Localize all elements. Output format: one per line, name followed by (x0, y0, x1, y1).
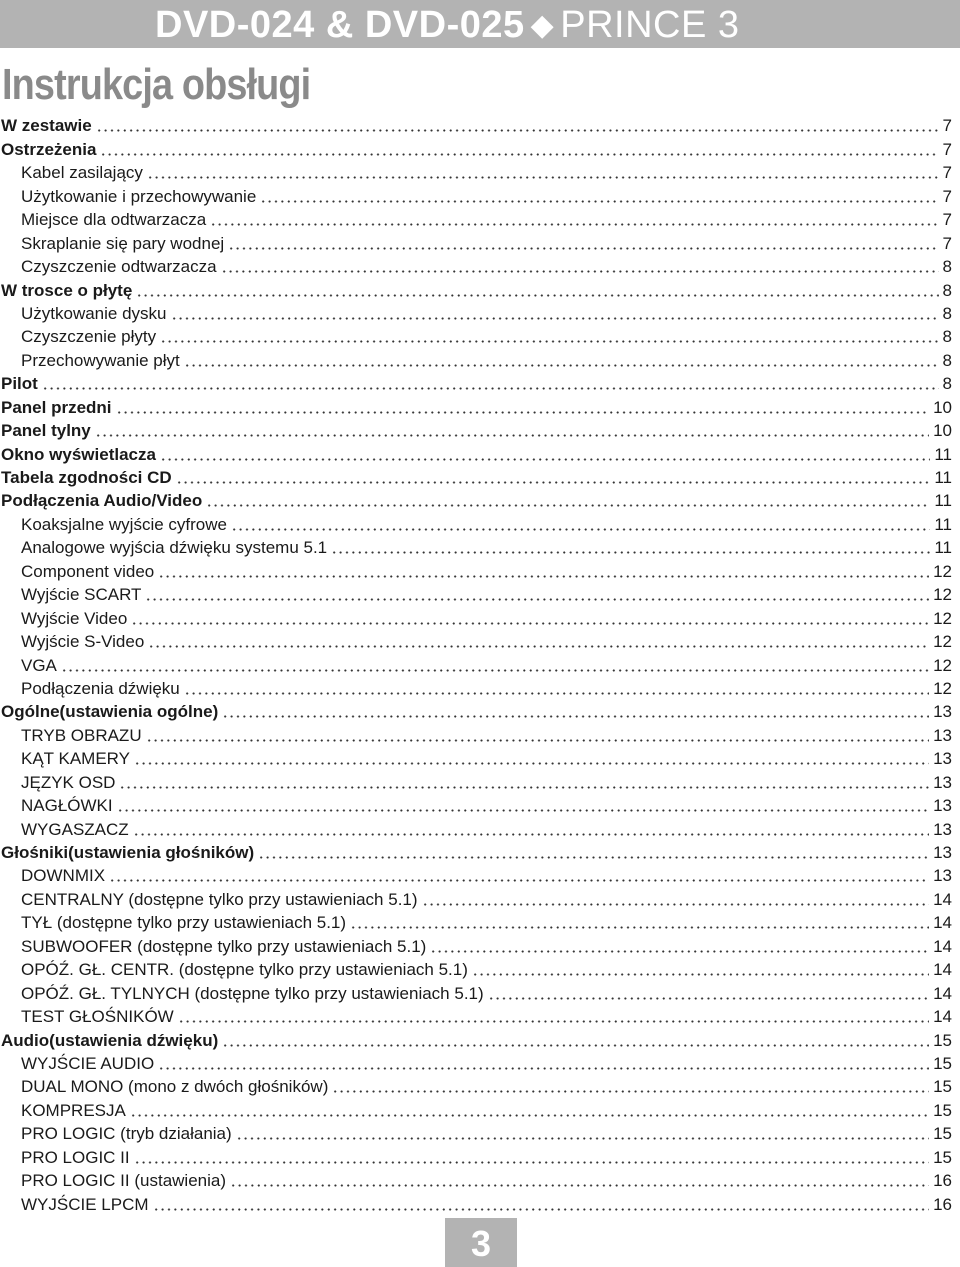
toc-entry-page: 14 (933, 889, 952, 909)
toc-entry-page: 15 (933, 1147, 952, 1167)
toc-entry-title: Koaksjalne wyjście cyfrowe (21, 514, 227, 534)
toc-entry (0, 1098, 952, 1121)
toc-entry (0, 1169, 952, 1192)
toc-entry-page: 14 (933, 983, 952, 1003)
toc-entry (0, 137, 952, 160)
toc-entry (0, 1192, 952, 1215)
toc-entry-title: Ogólne(ustawienia ogólne) (1, 702, 219, 722)
toc-dot-leader (42, 387, 939, 390)
toc-dot-leader (184, 364, 939, 367)
page-number: 3 (470, 1223, 492, 1264)
toc-entry-page: 11 (934, 491, 952, 511)
toc-entry-title: WYJŚCIE LPCM (21, 1194, 149, 1214)
toc-entry (0, 302, 952, 325)
header-model-text: DVD-024 & DVD-025 (155, 4, 525, 46)
table-of-contents (0, 114, 952, 1216)
toc-entry (0, 606, 952, 629)
toc-entry-page: 8 (942, 303, 952, 323)
toc-dot-leader (422, 903, 930, 906)
toc-entry (0, 700, 952, 723)
diamond-icon: ◆ (530, 9, 555, 42)
toc-entry-title: TRYB OBRAZU (21, 725, 142, 745)
toc-entry-page: 8 (942, 257, 952, 277)
toc-entry-page: 15 (933, 1100, 952, 1120)
toc-entry (0, 887, 952, 910)
toc-entry (0, 231, 952, 254)
toc-entry-title: NAGŁÓWKI (21, 796, 113, 816)
toc-entry (0, 934, 952, 957)
toc-entry-title: OPÓŹ. GŁ. TYLNYCH (dostępne tylko przy ustawieniach 5.1) (21, 983, 484, 1003)
toc-entry-title: DOWNMIX (21, 866, 106, 886)
toc-entry-page: 13 (933, 725, 952, 745)
toc-entry (0, 1122, 952, 1145)
toc-dot-leader (221, 270, 939, 273)
toc-entry (0, 1075, 952, 1098)
toc-entry-title: TYŁ (dostępne tylko przy ustawieniach 5.1) (21, 913, 347, 933)
toc-dot-leader (109, 879, 929, 882)
toc-entry-page: 15 (933, 1030, 952, 1050)
toc-dot-leader (131, 622, 929, 625)
toc-entry-title: Podłączenia dźwięku (21, 678, 180, 698)
toc-dot-leader (160, 340, 938, 343)
toc-entry (0, 747, 952, 770)
toc-entry-title: Podłączenia Audio/Video (1, 491, 203, 511)
toc-entry-title: Component video (21, 561, 155, 581)
toc-entry-page: 12 (933, 678, 952, 698)
toc-entry-title: Pilot (1, 374, 38, 394)
toc-entry-title: Audio(ustawienia dźwięku) (1, 1030, 219, 1050)
toc-entry (0, 278, 952, 301)
toc-entry-page: 12 (933, 655, 952, 675)
toc-entry-page: 8 (942, 327, 952, 347)
toc-entry (0, 559, 952, 582)
toc-entry-title: Wyjście S-Video (21, 632, 145, 652)
toc-dot-leader (61, 669, 929, 672)
footer-bar (445, 1218, 517, 1267)
toc-dot-leader (130, 1114, 929, 1117)
toc-entry-title: Wyjście Video (21, 608, 128, 628)
toc-dot-leader (96, 129, 939, 132)
toc-dot-leader (116, 411, 930, 414)
toc-dot-leader (488, 997, 929, 1000)
toc-dot-leader (231, 528, 930, 531)
toc-dot-leader (147, 176, 939, 179)
toc-entry-title: Wyjście SCART (21, 585, 142, 605)
toc-dot-leader (236, 1137, 929, 1140)
toc-entry-page: 16 (933, 1194, 952, 1214)
toc-dot-leader (258, 856, 929, 859)
toc-dot-leader (331, 551, 930, 554)
document-title: Instrukcja obsługi (2, 60, 311, 109)
toc-entry-page: 15 (933, 1077, 952, 1097)
toc-entry-title: SUBWOOFER (dostępne tylko przy ustawieniach 5.1) (21, 936, 427, 956)
toc-dot-leader (222, 1044, 929, 1047)
toc-dot-leader (153, 1208, 930, 1211)
toc-entry (0, 255, 952, 278)
toc-dot-leader (100, 153, 938, 156)
toc-entry (0, 630, 952, 653)
toc-entry-page: 12 (933, 561, 952, 581)
toc-entry (0, 981, 952, 1004)
toc-entry (0, 114, 952, 137)
toc-entry-page: 13 (933, 702, 952, 722)
toc-entry-title: Analogowe wyjścia dźwięku systemu 5.1 (21, 538, 328, 558)
toc-entry-title: WYGASZACZ (21, 819, 129, 839)
toc-entry (0, 419, 952, 442)
toc-entry-title: KOMPRESJA (21, 1100, 126, 1120)
toc-entry-page: 7 (942, 210, 952, 230)
toc-entry-title: TEST GŁOŚNIKÓW (21, 1007, 174, 1027)
toc-dot-leader (472, 973, 929, 976)
toc-entry-title: WYJŚCIE AUDIO (21, 1053, 155, 1073)
toc-dot-leader (158, 1067, 929, 1070)
toc-entry-title: Użytkowanie i przechowywanie (21, 186, 257, 206)
toc-entry (0, 1052, 952, 1075)
toc-entry-title: JĘZYK OSD (21, 772, 116, 792)
toc-entry (0, 841, 952, 864)
toc-dot-leader (332, 1090, 929, 1093)
toc-entry-page: 7 (942, 233, 952, 253)
toc-entry-title: Głośniki(ustawienia głośników) (1, 843, 255, 862)
toc-dot-leader (134, 762, 929, 765)
toc-entry-page: 7 (942, 186, 952, 206)
toc-entry (0, 184, 952, 207)
toc-entry-title: Kabel zasilający (21, 163, 143, 183)
toc-entry (0, 395, 952, 418)
toc-entry-title: Panel tylny (1, 421, 91, 441)
toc-dot-leader (184, 692, 929, 695)
toc-entry-title: W trosce o płytę (1, 280, 133, 300)
toc-dot-leader (133, 833, 929, 836)
toc-dot-leader (158, 575, 929, 578)
toc-entry (0, 653, 952, 676)
toc-dot-leader (222, 715, 929, 718)
toc-entry (0, 794, 952, 817)
toc-entry-page: 13 (933, 772, 952, 792)
toc-dot-leader (117, 809, 929, 812)
toc-entry-page: 12 (933, 585, 952, 605)
toc-dot-leader (119, 786, 929, 789)
toc-entry-page: 8 (942, 350, 952, 370)
toc-dot-leader (95, 434, 929, 437)
toc-dot-leader (350, 926, 929, 929)
toc-dot-leader (228, 247, 938, 250)
toc-entry (0, 864, 952, 887)
toc-entry-page: 12 (933, 608, 952, 628)
toc-dot-leader (430, 950, 929, 953)
toc-dot-leader (160, 458, 930, 461)
toc-entry (0, 466, 952, 489)
toc-entry-page: 10 (933, 421, 952, 441)
toc-entry-page: 13 (933, 819, 952, 839)
toc-entry (0, 325, 952, 348)
toc-entry-page: 13 (933, 843, 952, 862)
toc-entry-title: PRO LOGIC II (ustawienia) (21, 1171, 227, 1191)
toc-entry (0, 958, 952, 981)
toc-entry-page: 7 (942, 163, 952, 183)
toc-entry (0, 1145, 952, 1168)
toc-dot-leader (171, 317, 939, 320)
toc-entry-title: Okno wyświetlacza (1, 444, 156, 464)
toc-entry (0, 372, 952, 395)
toc-entry-page: 14 (933, 913, 952, 933)
toc-entry-title: PRO LOGIC II (21, 1147, 130, 1167)
header-product-text: PRINCE 3 (560, 4, 740, 46)
toc-entry-title: PRO LOGIC (tryb działania) (21, 1124, 232, 1144)
toc-entry (0, 489, 952, 512)
toc-entry-page: 14 (933, 1007, 952, 1027)
toc-entry-title: Użytkowanie dysku (21, 303, 167, 323)
toc-entry (0, 208, 952, 231)
toc-entry (0, 348, 952, 371)
toc-dot-leader (178, 1020, 929, 1023)
toc-entry-page: 7 (942, 116, 952, 136)
toc-entry (0, 583, 952, 606)
toc-entry-page: 13 (933, 796, 952, 816)
toc-entry-title: Ostrzeżenia (1, 139, 97, 159)
toc-dot-leader (136, 294, 938, 297)
toc-entry-title: KĄT KAMERY (21, 749, 130, 769)
toc-entry-page: 15 (933, 1124, 952, 1144)
toc-entry (0, 677, 952, 700)
toc-entry-title: CENTRALNY (dostępne tylko przy ustawieniach 5.1) (21, 889, 418, 909)
toc-entry-page: 11 (934, 514, 952, 534)
toc-entry-title: W zestawie (1, 116, 92, 136)
toc-entry-page: 7 (942, 139, 952, 159)
toc-entry (0, 817, 952, 840)
toc-dot-leader (176, 481, 931, 484)
toc-entry-page: 12 (933, 632, 952, 652)
toc-dot-leader (145, 598, 929, 601)
toc-entry-page: 16 (933, 1171, 952, 1191)
header-title (155, 3, 740, 47)
toc-entry-page: 13 (933, 749, 952, 769)
toc-entry-page: 15 (933, 1053, 952, 1073)
toc-entry (0, 161, 952, 184)
toc-entry (0, 536, 952, 559)
toc-entry (0, 442, 952, 465)
toc-dot-leader (134, 1161, 929, 1164)
toc-dot-leader (210, 223, 938, 226)
toc-entry-page: 8 (942, 280, 952, 300)
toc-entry-page: 11 (934, 538, 952, 558)
toc-dot-leader (230, 1184, 929, 1187)
toc-entry-title: Tabela zgodności CD (1, 468, 172, 487)
toc-dot-leader (146, 739, 929, 742)
toc-dot-leader (148, 645, 929, 648)
toc-entry (0, 723, 952, 746)
toc-dot-leader (206, 504, 930, 507)
toc-entry-title: Czyszczenie płyty (21, 327, 157, 347)
toc-entry-title: VGA (21, 655, 57, 675)
toc-entry-title: Przechowywanie płyt (21, 350, 180, 370)
toc-entry-page: 14 (933, 936, 952, 956)
toc-entry (0, 1028, 952, 1051)
toc-entry-page: 10 (933, 397, 952, 417)
toc-entry-title: Miejsce dla odtwarzacza (21, 210, 207, 230)
toc-entry (0, 1005, 952, 1028)
toc-entry (0, 911, 952, 934)
toc-entry-title: Skraplanie się pary wodnej (21, 233, 225, 253)
toc-entry-page: 11 (934, 468, 952, 487)
toc-entry-title: OPÓŹ. GŁ. CENTR. (dostępne tylko przy ustawieniach 5.1) (21, 960, 468, 980)
toc-entry-title: Panel przedni (1, 397, 112, 417)
toc-dot-leader (260, 200, 938, 203)
toc-entry-page: 11 (934, 444, 952, 464)
toc-entry (0, 770, 952, 793)
toc-entry-page: 13 (933, 866, 952, 886)
toc-entry-page: 8 (942, 374, 952, 394)
toc-entry-page: 14 (933, 960, 952, 980)
toc-entry-title: Czyszczenie odtwarzacza (21, 257, 217, 277)
toc-entry-title: DUAL MONO (mono z dwóch głośników) (21, 1077, 329, 1097)
toc-entry (0, 512, 952, 535)
